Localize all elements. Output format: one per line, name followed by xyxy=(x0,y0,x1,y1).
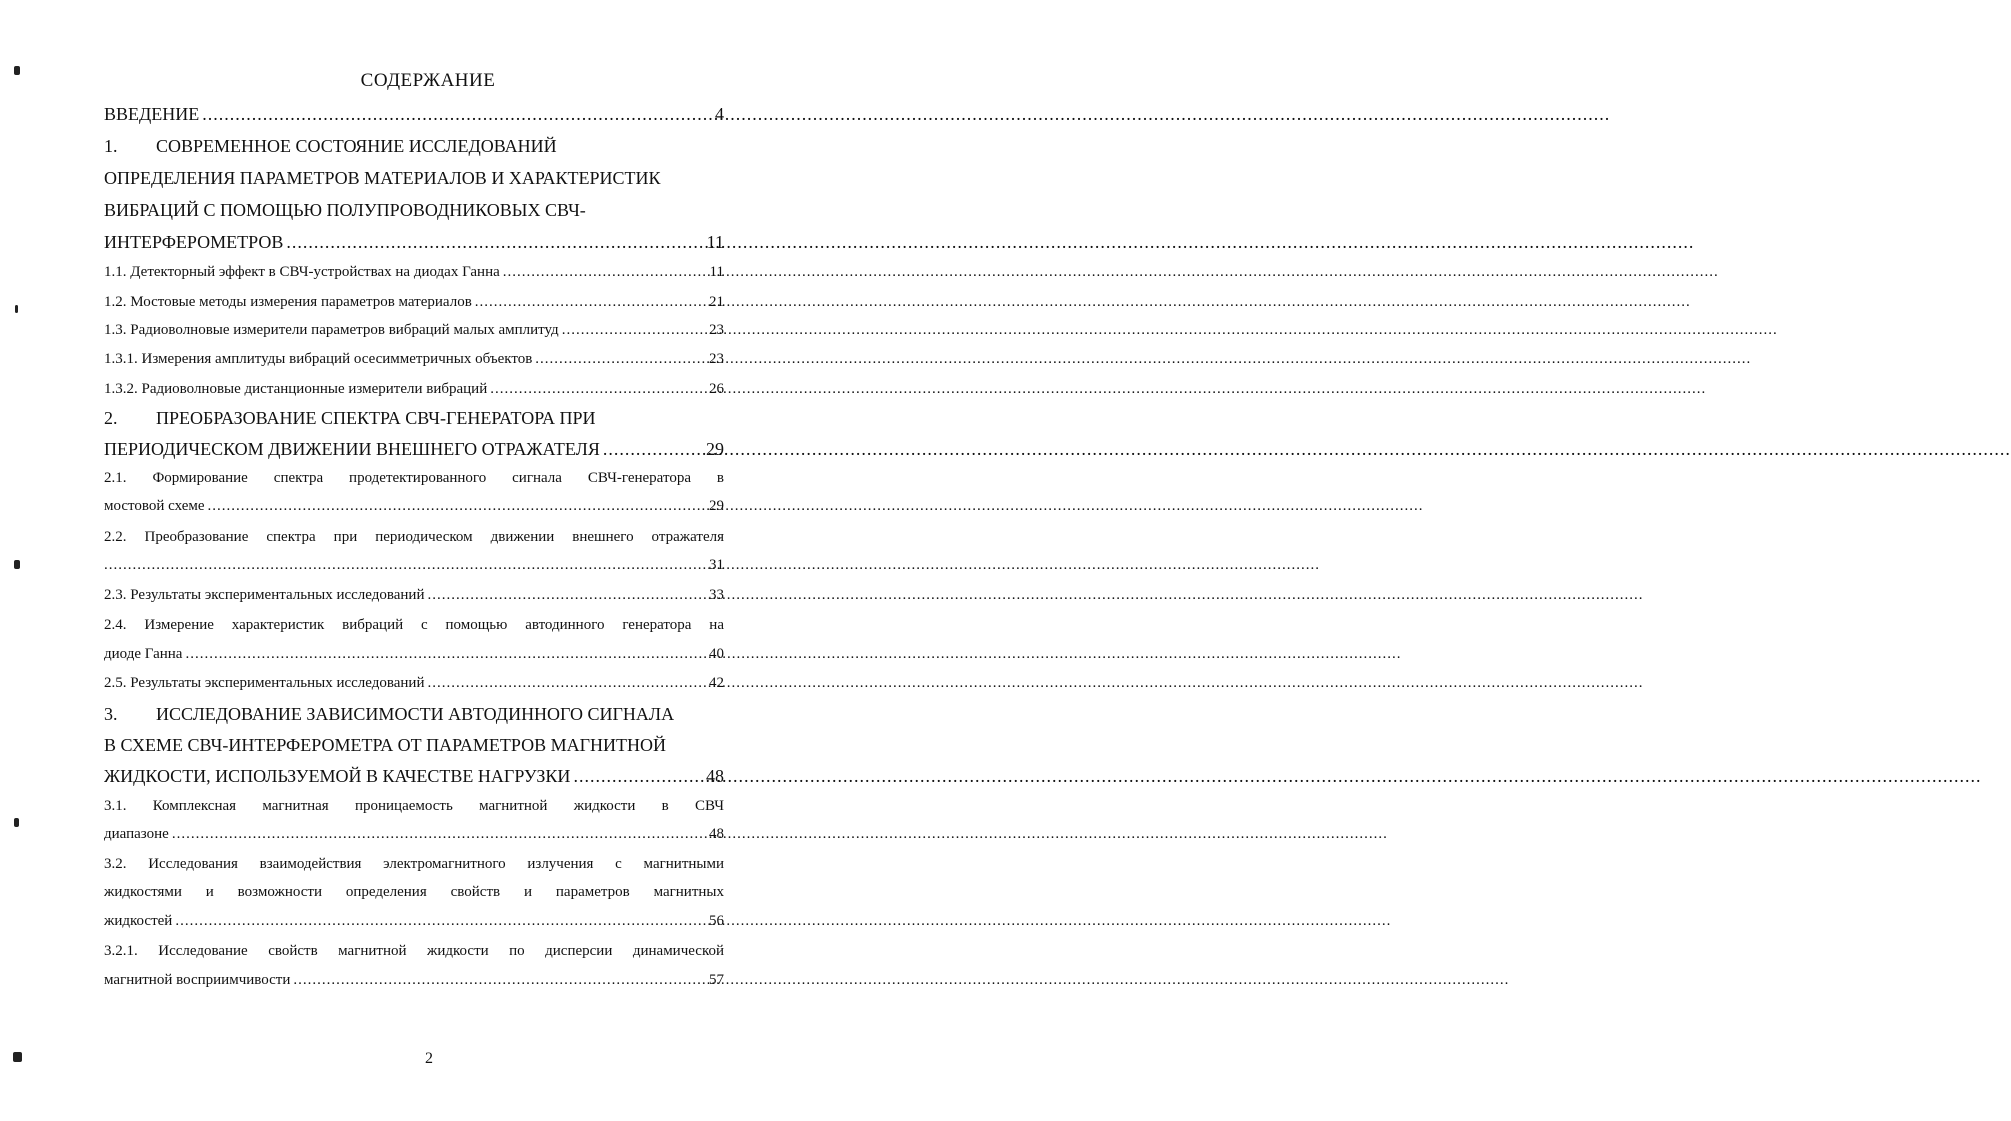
toc-chapter-1-line-3: ВИБРАЦИЙ С ПОМОЩЬЮ ПОЛУПРОВОДНИКОВЫХ СВЧ- xyxy=(104,200,586,220)
toc-entry-page: 11 xyxy=(709,264,724,280)
dot-leader xyxy=(573,766,703,787)
toc-entry-page: 29 xyxy=(709,498,724,514)
chapter-number: 1. xyxy=(104,136,118,156)
toc-chapter-1-line-2: ОПРЕДЕЛЕНИЯ ПАРАМЕТРОВ МАТЕРИАЛОВ И ХАРАКТЕРИСТИК xyxy=(104,168,661,188)
dot-leader xyxy=(172,826,706,843)
toc-entry-title: 1.1. Детекторный эффект в СВЧ-устройствах на диодах Ганна xyxy=(104,264,500,280)
chapter-title-line: ПРЕОБРАЗОВАНИЕ СПЕКТРА СВЧ-ГЕНЕРАТОРА ПРИ xyxy=(156,408,596,428)
toc-entry-page: 23 xyxy=(709,322,724,338)
scan-mark xyxy=(14,818,19,827)
toc-entry-intro[interactable] xyxy=(104,104,724,128)
chapter-title-line: ПЕРИОДИЧЕСКОМ ДВИЖЕНИИ ВНЕШНЕГО ОТРАЖАТЕЛЯ xyxy=(104,439,600,459)
toc-entry-page: 42 xyxy=(709,675,724,691)
toc-entry-3-2-1-line-1[interactable]: 3.2.1. Исследование свойств магнитной жидкости по дисперсии динамической xyxy=(104,943,724,959)
toc-entry-3-1-line-2[interactable] xyxy=(104,826,724,846)
toc-chapter-2-line-1[interactable] xyxy=(104,408,724,432)
dot-leader xyxy=(503,264,707,281)
toc-entry-2-5[interactable] xyxy=(104,675,724,695)
chapter-number: 3. xyxy=(104,704,118,724)
dot-leader xyxy=(535,351,706,368)
chapter-title-line: ЖИДКОСТИ, ИСПОЛЬЗУЕМОЙ В КАЧЕСТВЕ НАГРУЗКИ xyxy=(104,766,571,786)
page-number: 2 xyxy=(425,1050,433,1067)
toc-entry-1-3[interactable] xyxy=(104,322,724,342)
toc-entry-2-4-line-2[interactable] xyxy=(104,646,724,666)
toc-entry-2-4-line-1[interactable]: 2.4. Измерение характеристик вибраций с помощью автодинного генератора на xyxy=(104,617,724,633)
toc-entry-page: 21 xyxy=(709,294,724,310)
scan-mark xyxy=(15,305,18,313)
toc-chapter-3-line-1[interactable] xyxy=(104,704,724,728)
toc-entry-title: 2.5. Результаты экспериментальных исследований xyxy=(104,675,425,691)
toc-entry-1-3-2[interactable] xyxy=(104,381,724,401)
dot-leader xyxy=(286,232,703,253)
toc-entry-title: 1.2. Мостовые методы измерения параметров материалов xyxy=(104,294,472,310)
dot-leader xyxy=(293,972,706,989)
toc-entry-2-2-line-1[interactable]: 2.2. Преобразование спектра при периодическом движении внешнего отражателя xyxy=(104,529,724,545)
dot-leader xyxy=(562,322,706,339)
toc-entry-title: 1.3. Радиоволновые измерители параметров вибраций малых амплитуд xyxy=(104,322,559,338)
scan-mark xyxy=(14,560,20,569)
dot-leader xyxy=(428,587,707,604)
toc-chapter-1-line-4[interactable] xyxy=(104,232,724,256)
dot-leader xyxy=(208,498,706,515)
toc-entry-3-2-line-2: жидкостями и возможности определения свойств и параметров магнитных xyxy=(104,884,724,900)
chapter-title-line: ИССЛЕДОВАНИЕ ЗАВИСИМОСТИ АВТОДИННОГО СИГНАЛА xyxy=(156,704,675,724)
toc-entry-page: 56 xyxy=(709,913,724,929)
dot-leader xyxy=(104,557,706,574)
toc-entry-title: диоде Ганна xyxy=(104,646,183,662)
chapter-title-line: ИНТЕРФЕРОМЕТРОВ xyxy=(104,232,284,252)
dot-leader xyxy=(428,675,707,692)
chapter-title-line: СОВРЕМЕННОЕ СОСТОЯНИЕ ИССЛЕДОВАНИЙ xyxy=(156,136,557,156)
toc-entry-page: 29 xyxy=(706,439,724,459)
toc-entry-2-2-line-2[interactable] xyxy=(104,557,724,577)
toc-entry-title: 2.3. Результаты экспериментальных исследований xyxy=(104,587,425,603)
toc-entry-title: 1.3.2. Радиоволновые дистанционные измерители вибраций xyxy=(104,381,488,397)
toc-entry-page: 33 xyxy=(709,587,724,603)
toc-chapter-3-line-2: В СХЕМЕ СВЧ-ИНТЕРФЕРОМЕТРА ОТ ПАРАМЕТРОВ МАГНИТНОЙ xyxy=(104,735,667,755)
dot-leader xyxy=(175,913,706,930)
toc-entry-3-1-line-1[interactable]: 3.1. Комплексная магнитная проницаемость магнитной жидкости в СВЧ xyxy=(104,798,724,814)
toc-entry-page: 31 xyxy=(709,557,724,573)
dot-leader xyxy=(603,439,703,460)
toc-entry-page: 40 xyxy=(709,646,724,662)
toc-entry-page: 48 xyxy=(706,766,724,786)
toc-entry-3-2-line-3[interactable] xyxy=(104,913,724,933)
toc-entry-1-3-1[interactable] xyxy=(104,351,724,371)
scan-mark xyxy=(13,1052,22,1062)
toc-entry-title: мостовой схеме xyxy=(104,498,205,514)
toc-entry-page: 4 xyxy=(715,104,724,124)
chapter-number: 2. xyxy=(104,408,118,428)
toc-entry-page: 23 xyxy=(709,351,724,367)
toc-entry-1-1[interactable] xyxy=(104,264,724,284)
toc-entry-3-2-1-line-2[interactable] xyxy=(104,972,724,992)
dot-leader xyxy=(475,294,706,311)
toc-chapter-2-line-2[interactable] xyxy=(104,439,724,463)
toc-entry-1-2[interactable] xyxy=(104,294,724,314)
toc-entry-2-3[interactable] xyxy=(104,587,724,607)
toc-entry-page: 48 xyxy=(709,826,724,842)
dot-leader xyxy=(202,104,712,125)
toc-entry-title: диапазоне xyxy=(104,826,169,842)
document-page xyxy=(0,0,796,1121)
toc-entry-title: ВВЕДЕНИЕ xyxy=(104,104,200,124)
toc-entry-3-2-line-1[interactable]: 3.2. Исследования взаимодействия электромагнитного излучения с магнитными xyxy=(104,856,724,872)
scan-mark xyxy=(14,66,20,75)
dot-leader xyxy=(185,646,706,663)
toc-entry-title: 1.3.1. Измерения амплитуды вибраций осесимметричных объектов xyxy=(104,351,533,367)
toc-entry-2-1-line-2[interactable] xyxy=(104,498,724,518)
toc-entry-title: жидкостей xyxy=(104,913,173,929)
toc-chapter-3-line-3[interactable] xyxy=(104,766,724,790)
toc-entry-2-1-line-1[interactable]: 2.1. Формирование спектра продетектированного сигнала СВЧ-генератора в xyxy=(104,470,724,486)
toc-chapter-1-line-1[interactable] xyxy=(104,136,724,160)
toc-entry-page: 57 xyxy=(709,972,724,988)
toc-entry-page: 26 xyxy=(709,381,724,397)
toc-entry-page: 11 xyxy=(706,232,724,252)
toc-entry-title: магнитной восприимчивости xyxy=(104,972,291,988)
page-title: СОДЕРЖАНИЕ xyxy=(360,70,496,91)
dot-leader xyxy=(490,381,706,398)
